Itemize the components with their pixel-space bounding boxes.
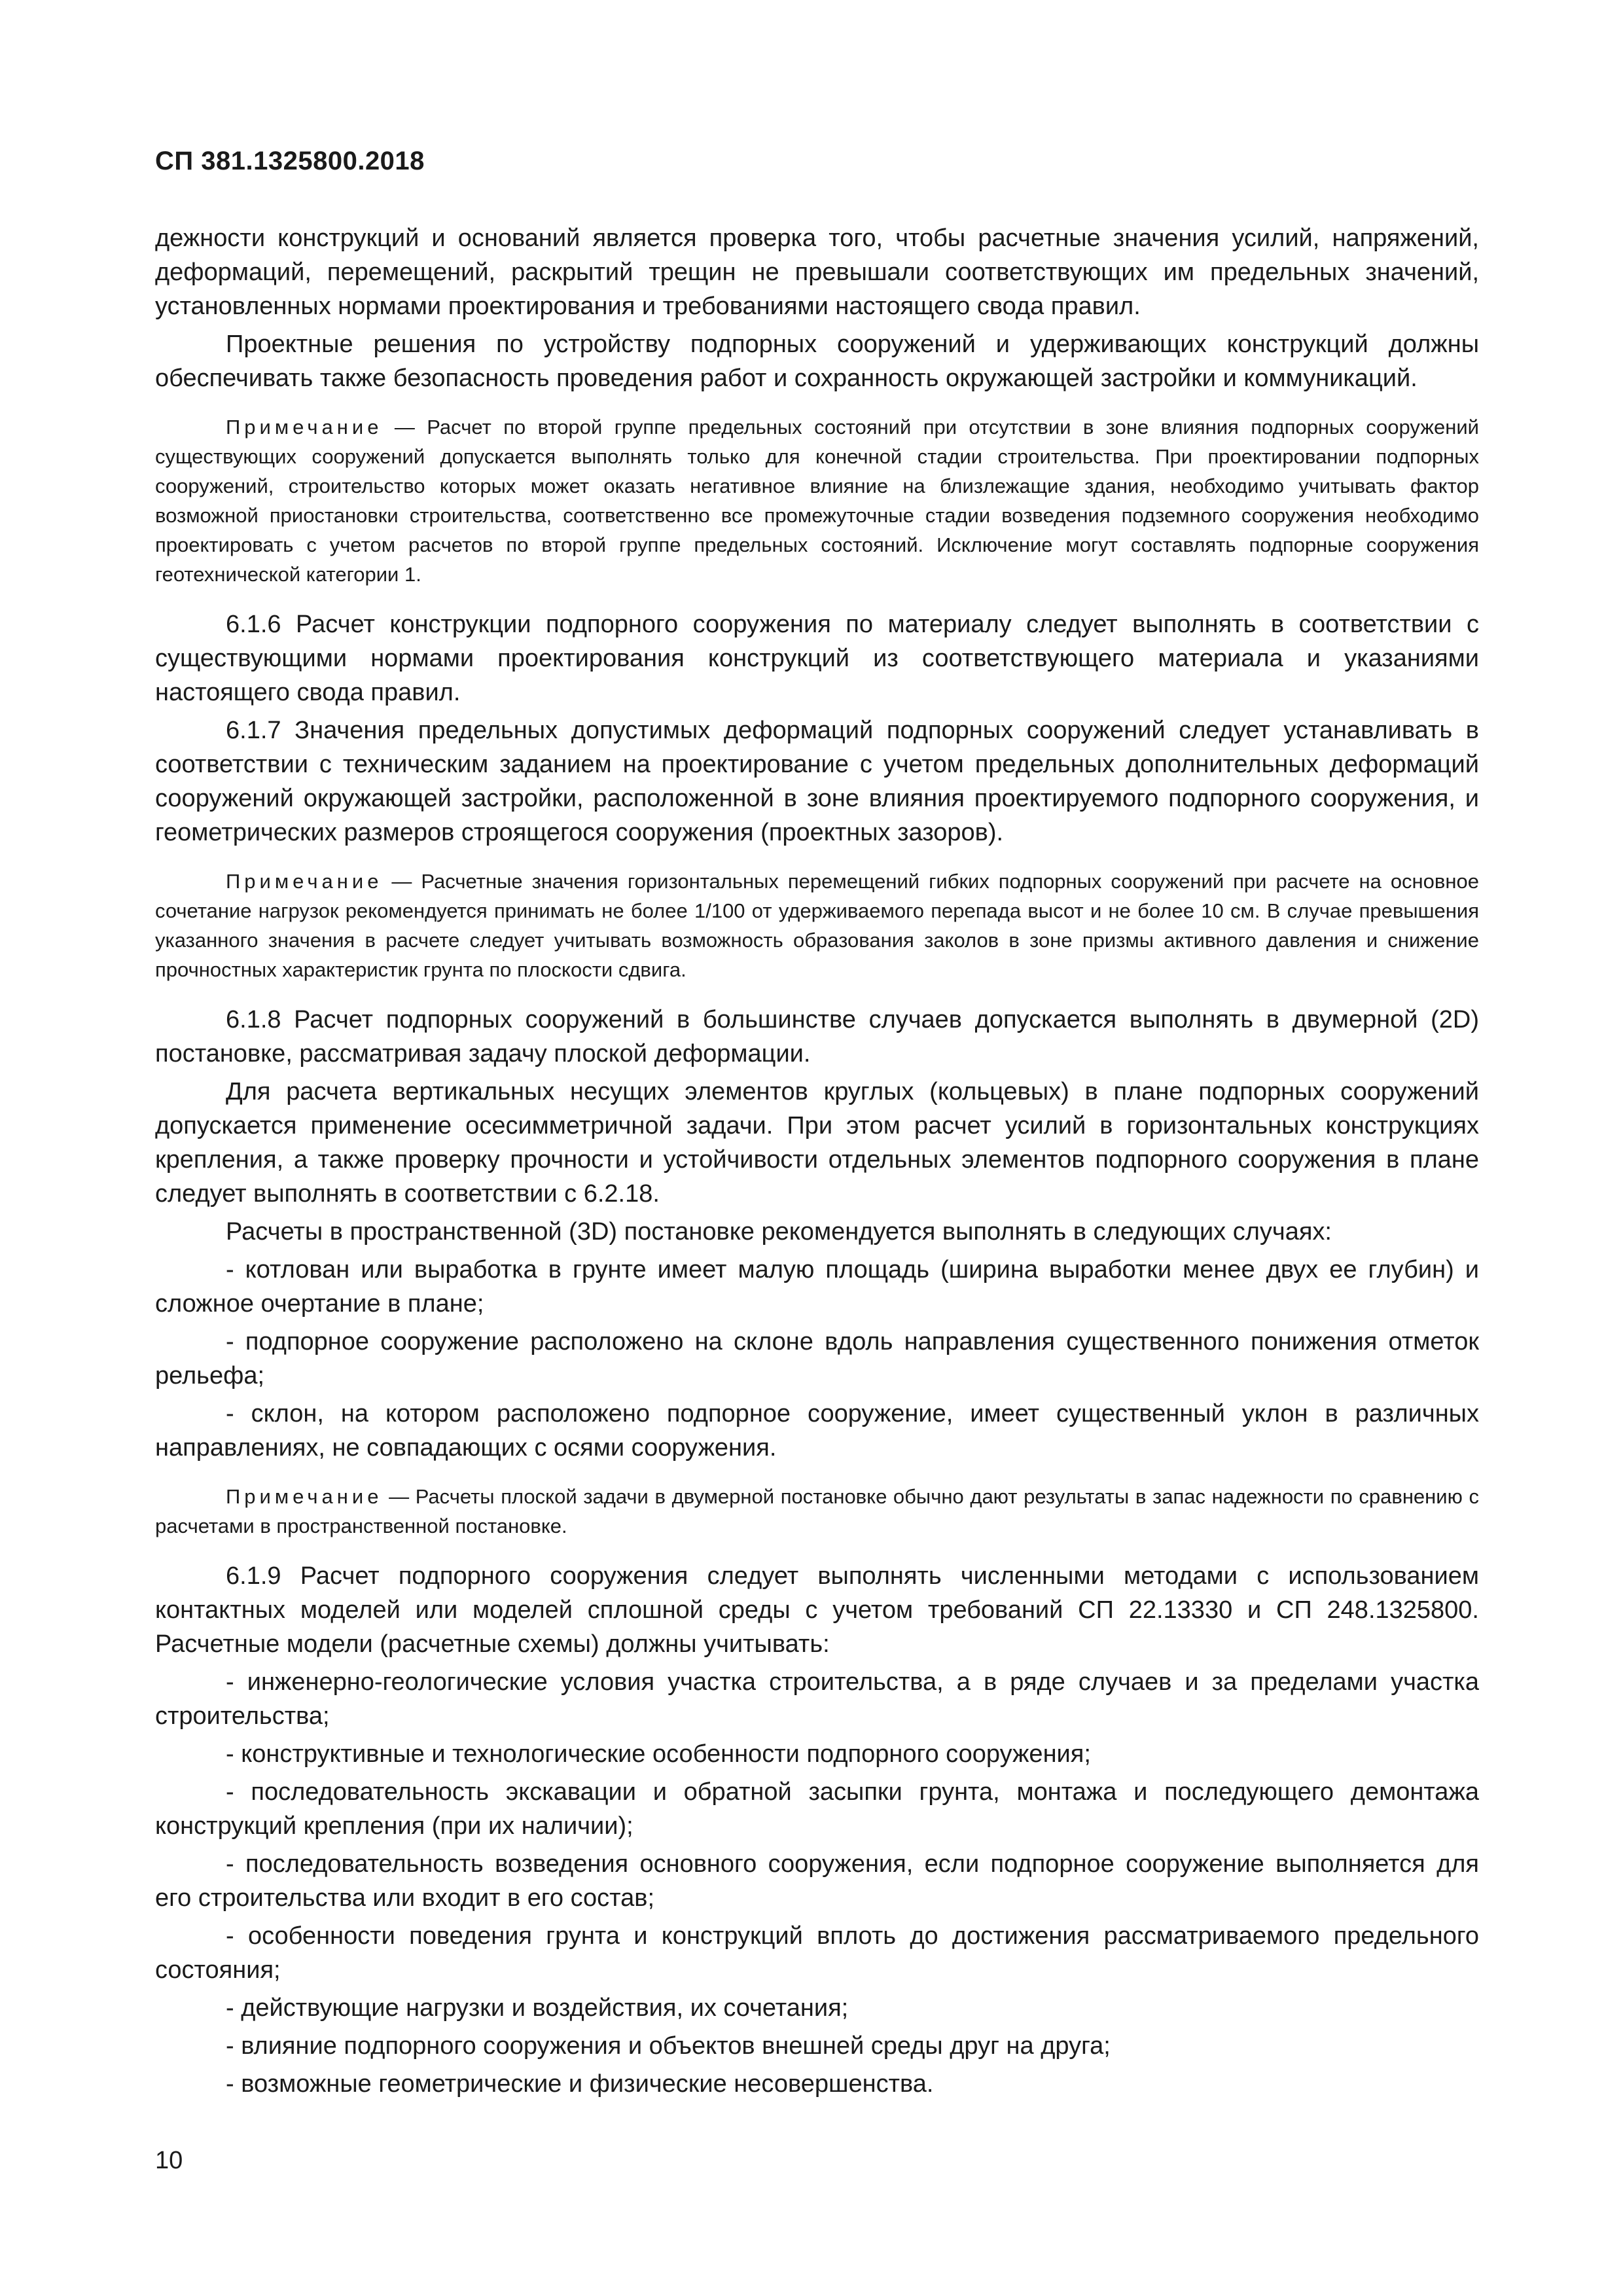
list-item: - влияние подпорного сооружения и объектов внешней среды друг на друга;: [226, 2032, 1111, 2060]
note-text: — Расчеты плоской задачи в двумерной постановке обычно дают результаты в запас надежности по сравнению с расчетами в пространственной постановке.: [155, 1485, 1479, 1537]
list-item: - особенности поведения грунта и конструкций вплоть до достижения рассматриваемого предельного состояния;: [155, 1922, 1479, 1984]
list-item: - инженерно-геологические условия участка строительства, а в ряде случаев и за пределами участка строительства;: [155, 1668, 1479, 1730]
clause-6-1-9: 6.1.9 Расчет подпорного сооружения следует выполнять численными методами с использованием контактных моделей или моделей сплошной среды с учетом требований СП 22.13330 и СП 248.1325800. Расчетные модели (расчетные схемы) должны учитывать:: [155, 1562, 1479, 1658]
paragraph-continuation: дежности конструкций и оснований является проверка того, чтобы расчетные значения усилий, напряжений, деформаций, перемещений, раскрытий трещин не превышали соответствующих им предельных значений, установленных нормами проектирования и требованиями настоящего свода правил.: [155, 224, 1479, 320]
clause-6-1-8-axisymmetric: Для расчета вертикальных несущих элементов круглых (кольцевых) в плане подпорных сооружений допускается применение осесимметричной задачи. При этом расчет усилий в горизонтальных конструкциях крепления, а также проверку прочности и устойчивости отдельных элементов подпорного сооружения в плане следует выполнять в соответствии с 6.2.18.: [155, 1078, 1479, 1208]
note-1: [155, 412, 1479, 589]
list-item: - котлован или выработка в грунте имеет малую площадь (ширина выработки менее двух ее глубин) и сложное очертание в плане;: [155, 1256, 1479, 1318]
document-body: [155, 221, 1479, 2105]
note-text: — Расчетные значения горизонтальных перемещений гибких подпорных сооружений при расчете на основное сочетание нагрузок рекомендуется принимать не более 1/100 от удерживаемого перепада высот и не более 10 см. В случае превышения указанного значения в расчете следует учитывать возможность образования заколов в зоне призмы активного давления и снижение прочностных характеристик грунта по плоскости сдвига.: [155, 870, 1479, 981]
note-2: [155, 867, 1479, 984]
clause-6-1-8-3d-cases: Расчеты в пространственной (3D) постановке рекомендуется выполнять в следующих случаях:: [226, 1218, 1332, 1246]
clause-6-1-7: 6.1.7 Значения предельных допустимых деформаций подпорных сооружений следует устанавливать в соответствии с техническим заданием на проектирование с учетом предельных дополнительных деформаций сооружений окружающей застройки, расположенной в зоне влияния проектируемого подпорного сооружения, и геометрических размеров строящегося сооружения (проектных зазоров).: [155, 717, 1479, 846]
list-item: - последовательность экскавации и обратной засыпки грунта, монтажа и последующего демонтажа конструкций крепления (при их наличии);: [155, 1778, 1479, 1840]
note-3: [155, 1482, 1479, 1541]
note-label: Примечание: [226, 416, 383, 439]
list-item: - подпорное сооружение расположено на склоне вдоль направления существенного понижения отметок рельефа;: [155, 1328, 1479, 1390]
clause-6-1-6: 6.1.6 Расчет конструкции подпорного сооружения по материалу следует выполнять в соответствии с существующими нормами проектирования конструкций из соответствующего материала и указаниями настоящего свода правил.: [155, 611, 1479, 706]
document-page: [155, 0, 1479, 2296]
paragraph-design-solutions: Проектные решения по устройству подпорных сооружений и удерживающих конструкций должны обеспечивать также безопасность проведения работ и сохранность окружающей застройки и коммуникаций.: [155, 331, 1479, 392]
clause-6-1-8: 6.1.8 Расчет подпорных сооружений в большинстве случаев допускается выполнять в двумерной (2D) постановке, рассматривая задачу плоской деформации.: [155, 1006, 1479, 1067]
note-text: — Расчет по второй группе предельных состояний при отсутствии в зоне влияния подпорных сооружений существующих сооружений допускается выполнять только для конечной стадии строительства. При проектировании подпорных сооружений, строительство которых может оказать негативное влияние на близлежащие здания, необходимо учитывать фактор возможной приостановки строительства, соответственно все промежуточные стадии возведения подземного сооружения необходимо проектировать с учетом расчетов по второй группе предельных состояний. Исключение могут составлять подпорные сооружения геотехнической категории 1.: [155, 416, 1479, 586]
list-item: - конструктивные и технологические особенности подпорного сооружения;: [226, 1740, 1091, 1768]
note-label: Примечание: [226, 870, 383, 893]
list-item: - действующие нагрузки и воздействия, их сочетания;: [226, 1994, 849, 2022]
list-item: - склон, на котором расположено подпорное сооружение, имеет существенный уклон в различных направлениях, не совпадающих с осями сооружения.: [155, 1400, 1479, 1462]
page-number: 10: [155, 2147, 183, 2174]
list-item: - последовательность возведения основного сооружения, если подпорное сооружение выполняется для его строительства или входит в его состав;: [155, 1850, 1479, 1912]
note-label: Примечание: [226, 1485, 383, 1508]
document-code: СП 381.1325800.2018: [155, 147, 425, 175]
list-item: - возможные геометрические и физические несовершенства.: [226, 2070, 934, 2098]
